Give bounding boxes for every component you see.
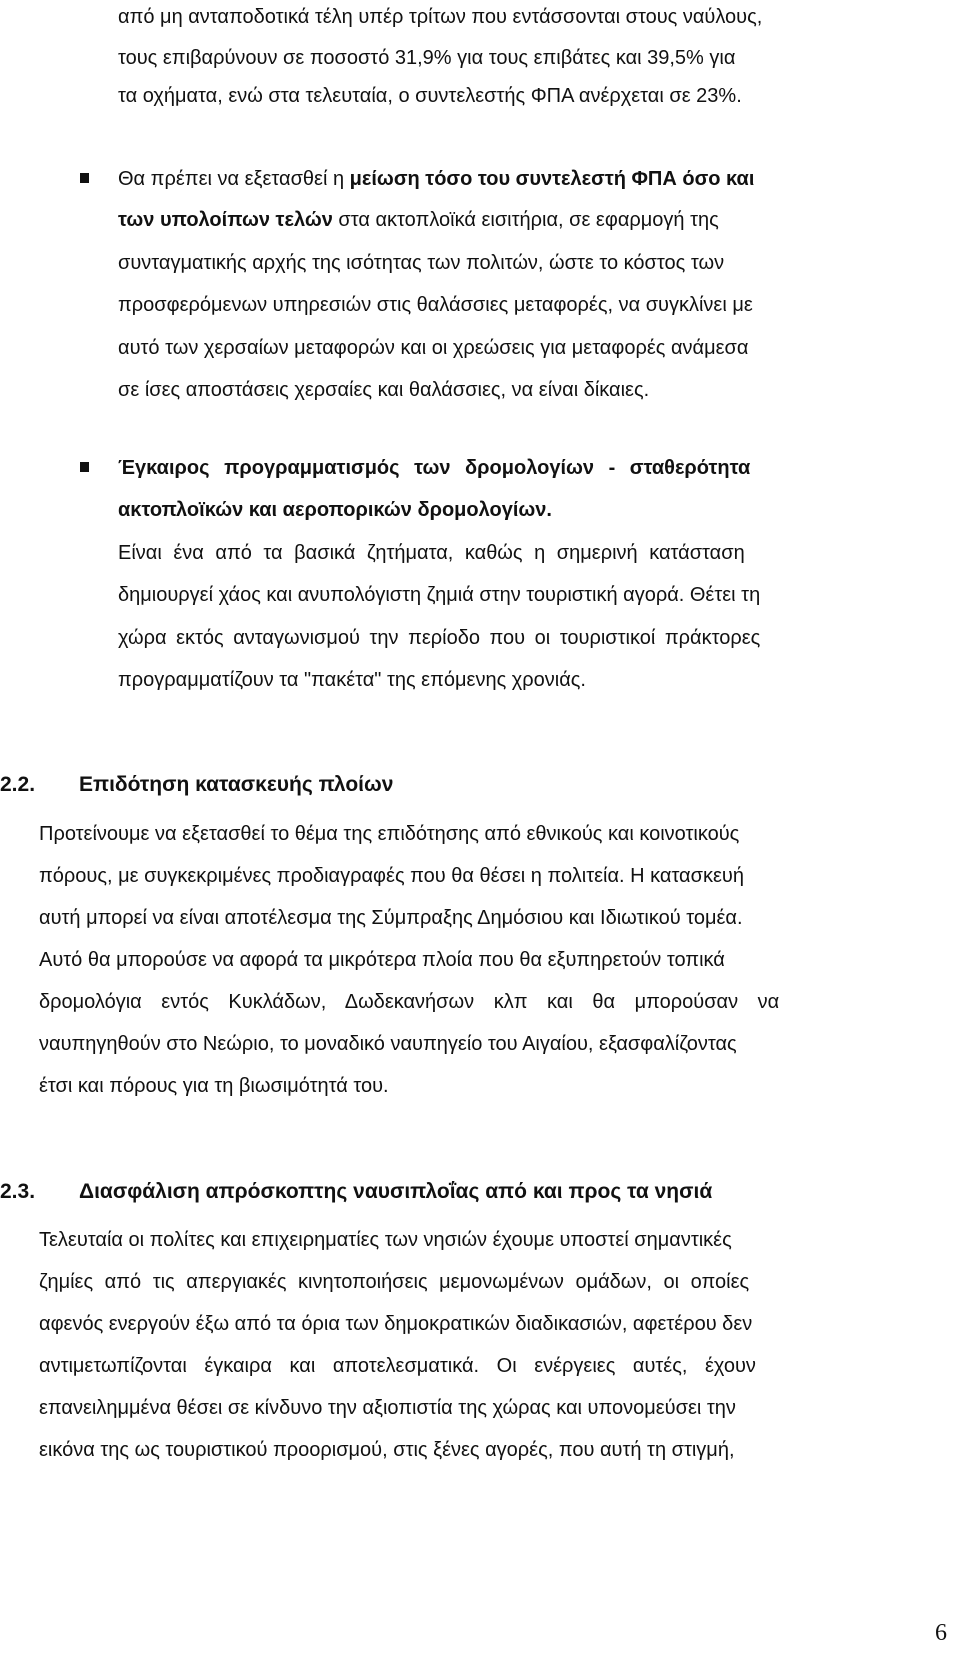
section-2-3-line-4: αντιμετωπίζονται έγκαιρα και αποτελεσματικά. Οι ενέργειες αυτές, έχουν (39, 1355, 756, 1377)
section-2-3-number: 2.3. (0, 1180, 36, 1203)
bullet2-line-1: Είναι ένα από τα βασικά ζητήματα, καθώς η σημερινή κατάσταση (118, 542, 745, 564)
bullet1-line-2 (118, 208, 719, 232)
section-2-3-line-3: αφενός ενεργούν έξω από τα όρια των δημοκρατικών διαδικασιών, αφετέρου δεν (39, 1313, 753, 1335)
bullet1-line-2-plain: στα ακτοπλοϊκά εισιτήρια, σε εφαρμογή της (332, 209, 719, 231)
intro-line-2-text: τους επιβαρύνουν σε ποσοστό 31,9% για τους επιβάτες και 39,5% για (118, 47, 736, 69)
bullet2-title-line-2: ακτοπλοϊκών και αεροπορικών δρομολογίων. (118, 499, 552, 521)
bullet2-line-3: χώρα εκτός ανταγωνισμού την περίοδο που οι τουριστικοί πράκτορες (118, 627, 761, 649)
section-2-3-line-5: επανειλημμένα θέσει σε κίνδυνο την αξιοπιστία της χώρας και υπονομεύσει την (39, 1397, 736, 1419)
section-2-3-line-6: εικόνα της ως τουριστικού προορισμού, στις ξένες αγορές, που αυτή τη στιγμή, (39, 1439, 735, 1461)
bullet-marker-1 (80, 173, 89, 183)
section-2-2-line-1: Προτείνουμε να εξετασθεί το θέμα της επιδότησης από εθνικούς και κοινοτικούς (39, 823, 740, 845)
section-2-2-line-5: δρομολόγια εντός Κυκλάδων, Δωδεκανήσων κλπ και θα μπορούσαν να (39, 991, 780, 1013)
section-2-2-line-3: αυτή μπορεί να είναι αποτέλεσμα της Σύμπραξης Δημόσιου και Ιδιωτικού τομέα. (39, 907, 743, 929)
section-2-2-line-6: ναυπηγηθούν στο Νεώριο, το μοναδικό ναυπηγείο του Αιγαίου, εξασφαλίζοντας (39, 1033, 737, 1055)
bullet1-line-5: αυτό των χερσαίων μεταφορών και οι χρεώσεις για μεταφορές ανάμεσα (118, 337, 749, 359)
section-2-2-line-2: πόρους, με συγκεκριμένες προδιαγραφές που θα θέσει η πολιτεία. Η κατασκευή (39, 865, 744, 887)
intro-line-1: από μη ανταποδοτικά τέλη υπέρ τρίτων που εντάσσονται στους ναύλους, (118, 6, 763, 28)
section-2-3-line-2: ζημίες από τις απεργιακές κινητοποιήσεις μεμονωμένων ομάδων, οι οποίες (39, 1271, 750, 1293)
bullet1-line-3: συνταγματικής αρχής της ισότητας των πολιτών, ώστε το κόστος των (118, 252, 725, 274)
bullet1-line-1-bold: μείωση τόσο του συντελεστή ΦΠΑ όσο και (349, 168, 755, 190)
section-2-3-title: Διασφάλιση απρόσκοπτης ναυσιπλοΐας από και προς τα νησιά (79, 1180, 713, 1203)
bullet2-line-4: προγραμματίζουν τα "πακέτα" της επόμενης χρονιάς. (118, 669, 586, 691)
bullet1-line-6: σε ίσες αποστάσεις χερσαίες και θαλάσσιες, να είναι δίκαιες. (118, 379, 650, 401)
section-2-2-number: 2.2. (0, 773, 36, 796)
section-2-3-line-1: Τελευταία οι πολίτες και επιχειρηματίες των νησιών έχουμε υποστεί σημαντικές (39, 1229, 732, 1251)
intro-line-2 (118, 46, 735, 70)
bullet1-line-4: προσφερόμενων υπηρεσιών στις θαλάσσιες μεταφορές, να συγκλίνει με (118, 294, 753, 316)
intro-line-3: τα οχήματα, ενώ στα τελευταία, ο συντελεστής ΦΠΑ ανέρχεται σε 23%. (118, 85, 742, 107)
bullet1-line-1 (118, 167, 754, 191)
bullet2-title-line-1: Έγκαιρος προγραμματισμός των δρομολογίων - σταθερότητα (118, 457, 751, 479)
bullet2-line-2: δημιουργεί χάος και ανυπολόγιστη ζημιά στην τουριστική αγορά. Θέτει τη (118, 584, 761, 606)
bullet-marker-2 (80, 462, 89, 472)
bullet1-line-1-plain: Θα πρέπει να εξετασθεί η (118, 168, 350, 190)
bullet1-line-2-bold: των υπολοίπων τελών (118, 209, 333, 231)
section-2-2-title: Επιδότηση κατασκευής πλοίων (79, 773, 394, 796)
section-2-2-line-4: Αυτό θα μπορούσε να αφορά τα μικρότερα πλοία που θα εξυπηρετούν τοπικά (39, 949, 725, 971)
section-2-2-line-7: έτσι και πόρους για τη βιωσιμότητά του. (39, 1075, 389, 1097)
page-number: 6 (935, 1620, 947, 1646)
